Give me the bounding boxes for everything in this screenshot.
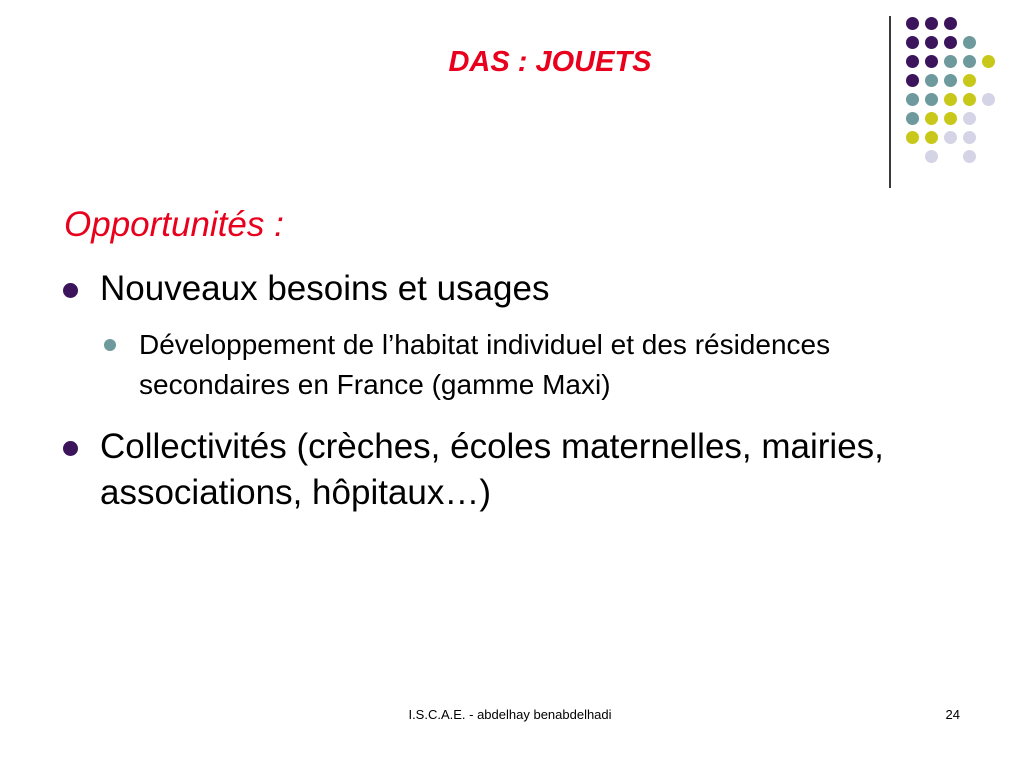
decorative-dot <box>925 74 938 87</box>
bullet-item <box>100 266 920 312</box>
decorative-dot <box>963 55 976 68</box>
bullet-dot-icon <box>63 441 78 456</box>
sub-bullet-item <box>139 325 979 405</box>
slide-title: DAS : JOUETS <box>448 46 652 78</box>
decorative-dot <box>925 150 938 163</box>
bullet-text: Nouveaux besoins et usages <box>100 269 550 308</box>
decorative-dot <box>906 131 919 144</box>
decorative-dot <box>925 55 938 68</box>
decorative-dot <box>963 131 976 144</box>
decorative-divider-line <box>889 16 891 188</box>
bullet-dot-icon <box>63 283 78 298</box>
page-number: 24 <box>945 707 960 722</box>
decorative-dot <box>963 36 976 49</box>
decorative-dot <box>944 74 957 87</box>
decorative-dot <box>906 112 919 125</box>
decorative-dot <box>925 112 938 125</box>
decorative-dot <box>906 93 919 106</box>
decorative-dot <box>944 55 957 68</box>
decorative-dot-grid <box>906 14 1006 164</box>
decorative-dot <box>944 112 957 125</box>
decorative-dot <box>944 131 957 144</box>
decorative-dot <box>925 93 938 106</box>
decorative-dot <box>963 150 976 163</box>
decorative-dot <box>906 17 919 30</box>
sub-bullet-dot-icon <box>104 339 116 351</box>
bullet-item <box>100 424 920 516</box>
decorative-dot <box>925 17 938 30</box>
section-heading: Opportunités : <box>64 205 284 244</box>
decorative-dot <box>906 74 919 87</box>
footer-text: I.S.C.A.E. - abdelhay benabdelhadi <box>408 707 612 722</box>
decorative-dot <box>925 131 938 144</box>
sub-bullet-text: Développement de l’habitat individuel et des résidences secondaires en France (gamme Maxi) <box>139 329 831 400</box>
bullet-text: Collectivités (crèches, écoles maternelles, mairies, associations, hôpitaux…) <box>100 427 884 512</box>
decorative-dot <box>982 55 995 68</box>
decorative-dot <box>944 93 957 106</box>
decorative-dot <box>944 17 957 30</box>
decorative-dot <box>963 112 976 125</box>
decorative-dot <box>906 55 919 68</box>
decorative-dot <box>963 93 976 106</box>
decorative-dot <box>925 36 938 49</box>
decorative-dot <box>982 93 995 106</box>
decorative-dot <box>906 36 919 49</box>
decorative-dot <box>963 74 976 87</box>
decorative-dot <box>944 36 957 49</box>
